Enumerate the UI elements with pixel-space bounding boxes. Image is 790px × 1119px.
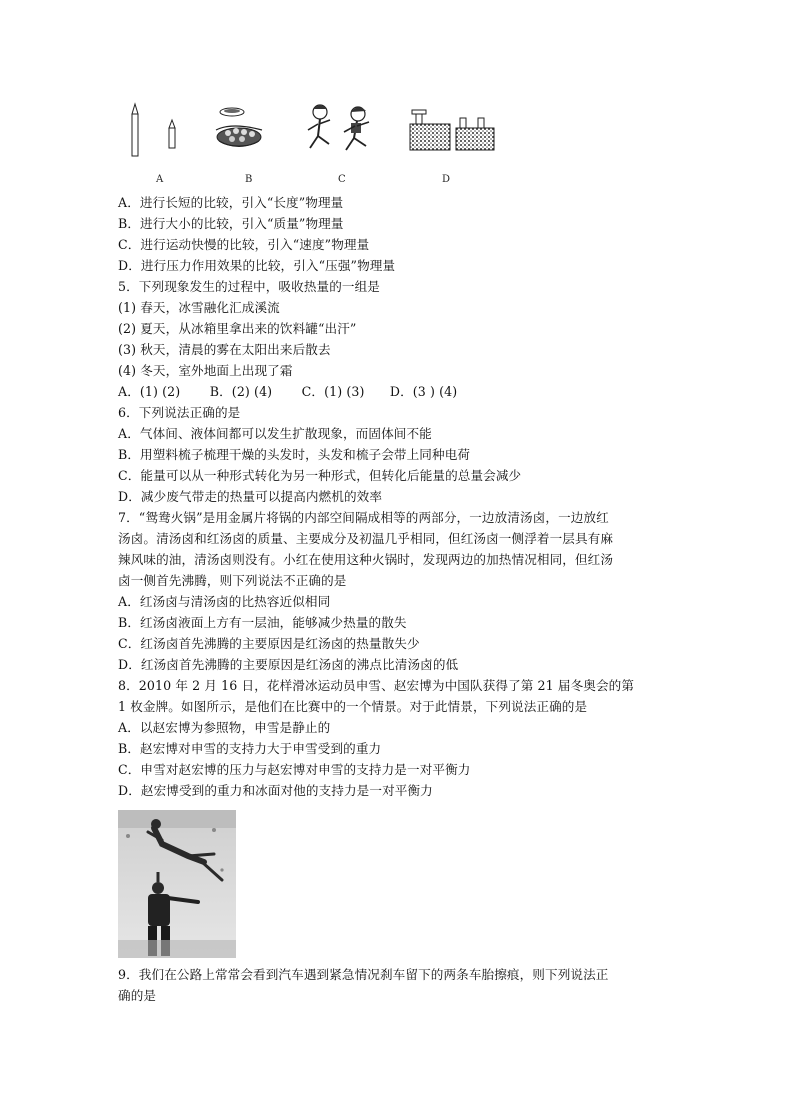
q4-option-a: A．进行长短的比较，引入“长度”物理量: [118, 195, 344, 210]
q8-option-a: A．以赵宏博为参照物，申雪是静止的: [118, 720, 331, 735]
q7-option-d: D．红汤卤首先沸腾的主要原因是红汤卤的沸点比清汤卤的低: [118, 657, 459, 672]
q6-option-b: B．用塑料梳子梳理干燥的头发时，头发和梳子会带上同种电荷: [118, 447, 471, 462]
q5-item-3: (3) 秋天，清晨的雾在太阳出来后散去: [118, 342, 331, 357]
figure-label-d: D: [442, 174, 451, 185]
q8-option-c: C．申雪对赵宏博的压力与赵宏博对申雪的支持力是一对平衡力: [118, 762, 471, 777]
exam-page: [118, 100, 698, 1006]
figure-skating-photo: [118, 810, 236, 958]
q7-stem-line-4: 卤一侧首先沸腾，则下列说法不正确的是: [118, 573, 347, 588]
q5-choices: A．(1) (2) B．(2) (4) C．(1) (3) D．(3 ) (4): [118, 384, 458, 399]
q8-stem-line-2: 1 枚金牌。如图所示，是他们在比赛中的一个情景。对于此情景，下列说法正确的是: [118, 699, 588, 714]
q4-option-b: B．进行大小的比较，引入“质量”物理量: [118, 216, 344, 231]
q5-item-2: (2) 夏天，从冰箱里拿出来的饮料罐“出汗”: [118, 321, 357, 336]
q7-stem-line-3: 辣风味的油，清汤卤则没有。小红在使用这种火锅时，发现两边的加热情况相同，但红汤: [118, 552, 614, 567]
q7-stem-line-2: 汤卤。清汤卤和红汤卤的质量、主要成分及初温几乎相同，但红汤卤一侧浮着一层具有麻: [118, 531, 614, 546]
figure-row: [118, 100, 698, 192]
q6-option-a: A．气体间、液体间都可以发生扩散现象，而固体间不能: [118, 426, 432, 441]
q5-stem: 5．下列现象发生的过程中，吸收热量的一组是: [118, 279, 380, 294]
figure-c-runners: [302, 100, 386, 185]
q8-option-b: B．赵宏博对申雪的支持力大于申雪受到的重力: [118, 741, 382, 756]
q7-stem-line-1: 7．“鸳鸯火锅”是用金属片将锅的内部空间隔成相等的两部分，一边放清汤卤，一边放红: [118, 510, 609, 525]
figure-d-sponges: [408, 100, 498, 185]
q7-option-b: B．红汤卤液面上方有一层油，能够减少热量的散失: [118, 615, 407, 630]
q8-stem-line-1: 8．2010 年 2 月 16 日，花样滑冰运动员申雪、赵宏博为中国队获得了第 21 届冬奥会的第: [118, 678, 635, 693]
figure-label-a: A: [156, 174, 164, 185]
q9-stem-line-1: 9．我们在公路上常常会看到汽车遇到紧急情况刹车留下的两条车胎擦痕，则下列说法正: [118, 967, 609, 982]
q6-option-d: D．减少废气带走的热量可以提高内燃机的效率: [118, 489, 383, 504]
q6-stem: 6．下列说法正确的是: [118, 405, 241, 420]
q7-option-c: C．红汤卤首先沸腾的主要原因是红汤卤的热量散失少: [118, 636, 420, 651]
q4-option-d: D．进行压力作用效果的比较，引入“压强”物理量: [118, 258, 396, 273]
figure-a-pencils: [124, 100, 180, 185]
q4-option-c: C．进行运动快慢的比较，引入“速度”物理量: [118, 237, 370, 252]
figure-label-b: B: [245, 174, 253, 185]
q5-item-1: (1) 春天，冰雪融化汇成溪流: [118, 300, 280, 315]
q5-item-4: (4) 冬天，室外地面上出现了霜: [118, 363, 293, 378]
q8-option-d: D．赵宏博受到的重力和冰面对他的支持力是一对平衡力: [118, 783, 433, 798]
q9-stem-line-2: 确的是: [118, 988, 157, 1003]
figure-label-c: C: [338, 174, 346, 185]
q7-option-a: A．红汤卤与清汤卤的比热容近似相同: [118, 594, 331, 609]
figure-b-basket: [210, 100, 280, 185]
q6-option-c: C．能量可以从一种形式转化为另一种形式，但转化后能量的总量会减少: [118, 468, 522, 483]
